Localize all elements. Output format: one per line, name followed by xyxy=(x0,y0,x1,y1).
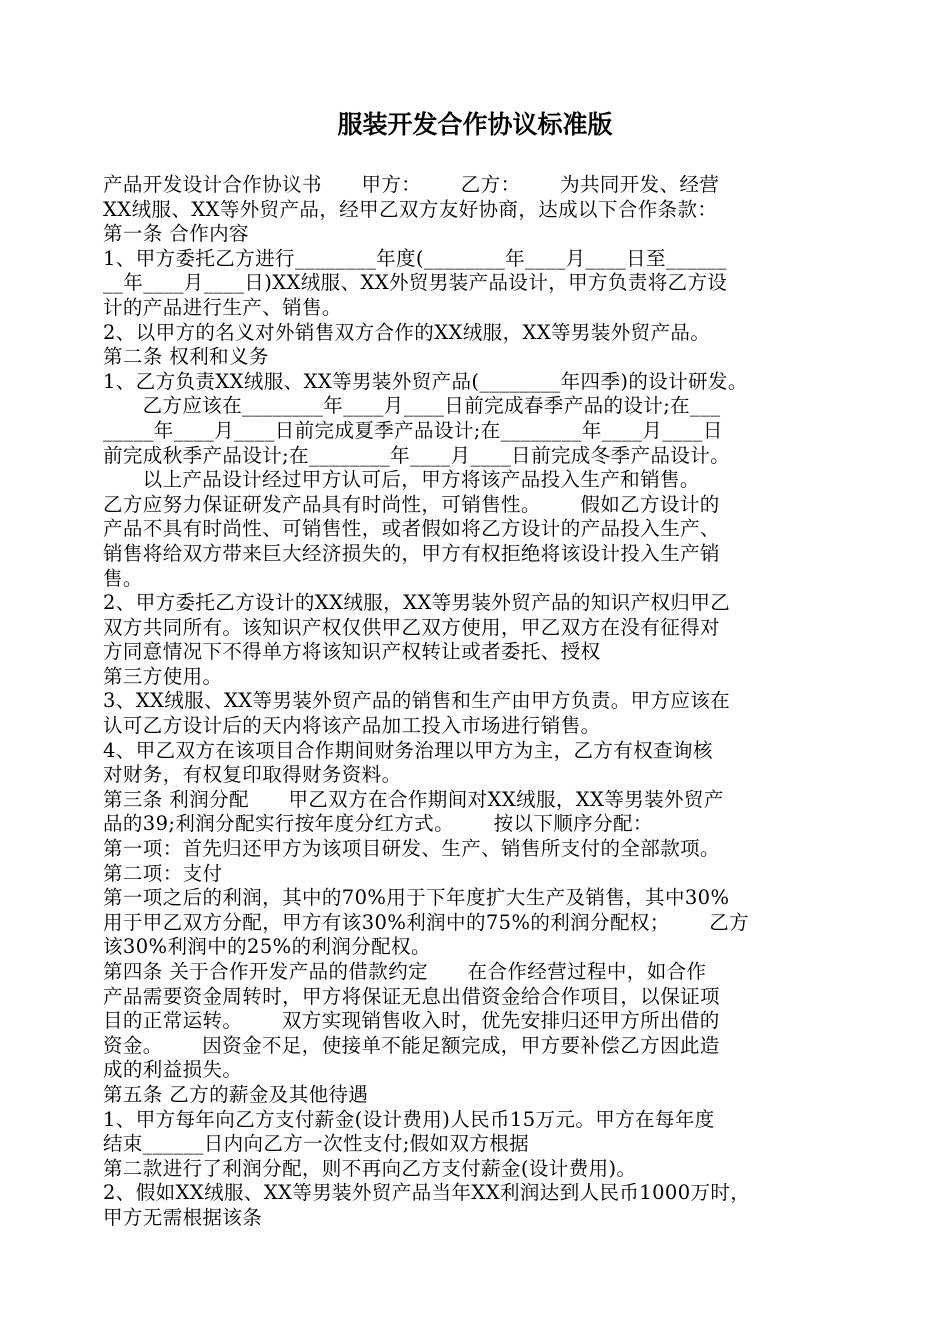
text-line: 1、甲方委托乙方进行________年度(________年____月____日至______ xyxy=(103,246,727,270)
text-line: 结束______日内向乙方一次性支付;假如双方根据 xyxy=(103,1132,530,1156)
text-line: 第一项：首先归还甲方为该项目研发、生产、销售所支付的全部款项。 xyxy=(103,837,720,861)
text-line: 目的正常运转。 双方实现销售收入时，优先安排归还甲方所出借的 xyxy=(103,1009,720,1033)
text-line: 3、XX绒服、XX等男装外贸产品的销售和生产由甲方负责。甲方应该在 xyxy=(103,689,731,713)
text-line: 产品开发设计合作协议书 甲方： 乙方： 为共同开发、经营 xyxy=(103,173,720,196)
text-line: 资金。 因资金不足，使接单不能足额完成，甲方要补偿乙方因此造 xyxy=(103,1033,720,1057)
text-line: 该30%利润中的25%的利润分配权。 xyxy=(103,935,431,959)
text-line: 乙方应努力保证研发产品具有时尚性，可销售性。 假如乙方设计的 xyxy=(103,492,720,516)
text-line: XX绒服、XX等外贸产品，经甲乙双方友好协商，达成以下合作条款： xyxy=(103,197,718,221)
text-line: 第三方使用。 xyxy=(103,664,223,688)
text-line: 2、甲方委托乙方设计的XX绒服，XX等男装外贸产品的知识产权归甲乙 xyxy=(103,591,731,615)
text-line: 计的产品进行生产、销售。 xyxy=(103,295,342,319)
text-line: 1、乙方负责XX绒服、XX等男装外贸产品(________年四季)的设计研发。 xyxy=(103,369,748,393)
document-title: 服装开发合作协议标准版 xyxy=(337,110,613,139)
text-line: 第一条 合作内容 xyxy=(103,222,249,246)
text-line: 1、甲方每年向乙方支付薪金(设计费用)人民币15万元。甲方在每年度 xyxy=(103,1107,715,1131)
text-line: 第二项：支付 xyxy=(103,861,223,885)
text-line: 2、假如XX绒服、XX等男装外贸产品当年XX利润达到人民币1000万时， xyxy=(103,1181,751,1205)
text-line: 第五条 乙方的薪金及其他待遇 xyxy=(103,1082,369,1106)
text-line: 销售将给双方带来巨大经济损失的，甲方有权拒绝将该设计投入生产销 xyxy=(103,541,720,565)
text-line: 甲方无需根据该条 xyxy=(103,1205,263,1229)
text-line: 认可乙方设计后的天内将该产品加工投入市场进行销售。 xyxy=(103,714,601,738)
text-line: 乙方应该在________年____月____日前完成春季产品的设计;在___ xyxy=(103,394,721,418)
text-line: 产品需要资金周转时，甲方将保证无息出借资金给合作项目，以保证项 xyxy=(103,984,720,1008)
text-line: __年____月____日)XX绒服、XX外贸男装产品设计，甲方负责将乙方设 xyxy=(103,271,728,295)
text-line: 以上产品设计经过甲方认可后，甲方将该产品投入生产和销售。 xyxy=(103,468,700,492)
text-line: 品的39;利润分配实行按年度分红方式。 按以下顺序分配： xyxy=(103,812,653,836)
document-body xyxy=(103,173,855,1231)
text-line: _____年____月____日前完成夏季产品设计;在________年____月____日 xyxy=(103,418,723,442)
text-line: 售。 xyxy=(103,566,143,590)
text-line: 对财务，有权复印取得财务资料。 xyxy=(103,763,402,787)
text-line: 产品不具有时尚性、可销售性，或者假如将乙方设计的产品投入生产、 xyxy=(103,517,720,541)
text-line: 前完成秋季产品设计;在________年____月____日前完成冬季产品设计。 xyxy=(103,443,731,467)
text-line: 第四条 关于合作开发产品的借款约定 在合作经营过程中，如合作 xyxy=(103,960,707,983)
text-line: 第三条 利润分配 甲乙双方在合作期间对XX绒服，XX等男装外贸产 xyxy=(103,787,724,811)
text-line: 双方共同所有。该知识产权仅供甲乙双方使用，甲乙双方在没有征得对 xyxy=(103,615,720,639)
text-line: 第二条 权利和义务 xyxy=(103,345,269,369)
text-line: 4、甲乙双方在该项目合作期间财务治理以甲方为主，乙方有权查询核 xyxy=(103,738,713,762)
text-line: 第一项之后的利润，其中的70%用于下年度扩大生产及销售，其中30% xyxy=(103,886,730,910)
text-line: 2、以甲方的名义对外销售双方合作的XX绒服，XX等男装外贸产品。 xyxy=(103,320,711,344)
text-line: 方同意情况下不得单方将该知识产权转让或者委托、授权 xyxy=(103,640,601,664)
text-line: 用于甲乙双方分配，甲方有该30%利润中的75%的利润分配权； 乙方 xyxy=(103,910,750,934)
text-line: 成的利益损失。 xyxy=(103,1058,243,1082)
text-line: 第二款进行了利润分配，则不再向乙方支付薪金(设计费用)。 xyxy=(103,1156,637,1180)
